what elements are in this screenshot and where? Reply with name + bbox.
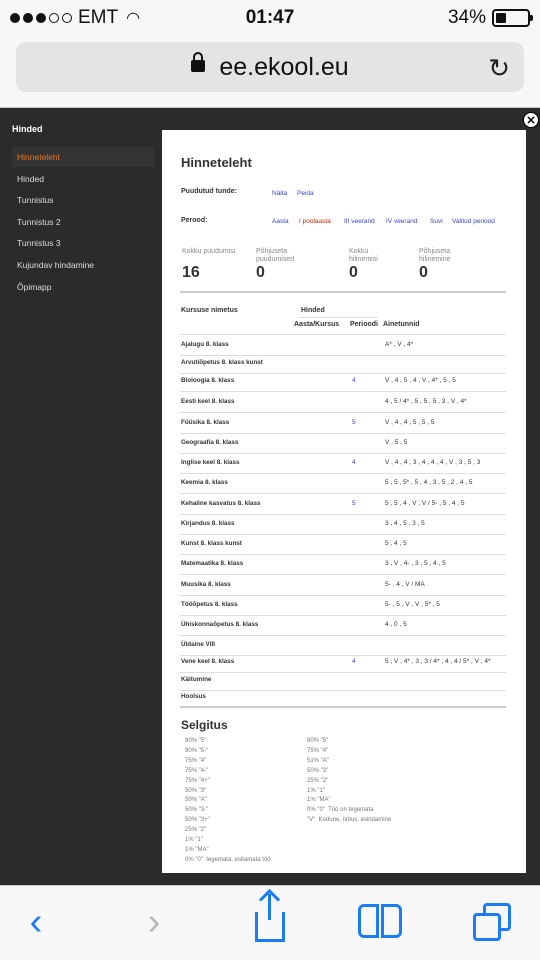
signal-icon: [10, 13, 72, 23]
menu-title: Hinded: [12, 124, 43, 134]
row-subject: Kehaline kasvatus 8. klass: [181, 500, 261, 507]
stat-label-late: Kokku hilinemisi: [349, 248, 378, 263]
period-link-custom[interactable]: Valitud periood: [452, 218, 495, 225]
period-link-q4[interactable]: IV veerand: [386, 218, 418, 225]
row-divider: [180, 493, 506, 494]
sidebar-item[interactable]: Tunnistus 3: [17, 238, 61, 249]
row-subject: Matemaatika 8. klass: [181, 560, 244, 567]
period-link-q3[interactable]: III veerand: [344, 218, 375, 225]
stat-value-absences: 16: [182, 264, 200, 281]
sidebar-item[interactable]: Õpimapp: [17, 281, 52, 292]
carrier-label: EMT: [78, 7, 119, 28]
row-subject: Füüsika 8. klass: [181, 419, 230, 426]
row-divider: [180, 453, 506, 454]
row-lesson-grades[interactable]: A* , V , 4*: [385, 341, 414, 348]
row-lesson-grades[interactable]: 5 , 4 , 5: [385, 540, 407, 547]
forward-icon[interactable]: ›: [147, 900, 161, 943]
row-divider: [180, 554, 506, 555]
row-lesson-grades[interactable]: 5- , 4 , V / MA: [385, 581, 425, 588]
col-course: Kursuse nimetus: [181, 307, 238, 314]
row-divider: [180, 355, 506, 356]
row-subject: Eesti keel 8. klass: [181, 398, 235, 405]
divider: [180, 291, 506, 293]
row-subject: Keemia 8. klass: [181, 479, 228, 486]
row-subject: Hoolsus: [181, 693, 206, 700]
browser-address-area: [0, 36, 540, 108]
address-bar[interactable]: [16, 42, 524, 92]
lock-icon: [191, 60, 205, 78]
browser-toolbar: [0, 885, 540, 960]
stat-value-unexcused-late: 0: [419, 264, 428, 281]
close-icon[interactable]: ✕: [523, 112, 539, 128]
sidebar-item[interactable]: Hinded: [17, 173, 44, 184]
stat-value-unexcused-absences: 0: [256, 264, 265, 281]
row-lesson-grades[interactable]: 3 , 4 , 5 , 3 , 5: [385, 520, 425, 527]
row-period-grade[interactable]: 4: [352, 658, 356, 665]
row-lesson-grades[interactable]: 5 , 5 , 4 , V , V / 5- , 5 , 4 , 5: [385, 500, 465, 507]
row-subject: Vene keel 8. klass: [181, 658, 235, 665]
row-divider: [180, 574, 506, 575]
row-divider: [180, 595, 506, 596]
bookmarks-icon[interactable]: [358, 900, 402, 944]
row-divider: [180, 433, 506, 434]
row-divider: [180, 672, 506, 673]
stat-label-absences: Kokku puudumisi: [182, 248, 236, 255]
period-link-summer[interactable]: Suvi: [430, 218, 443, 225]
row-subject: Kunst 8. klass kunst: [181, 540, 242, 547]
legend-right: 90% "5" 75% "4" 51% "A" 50% "3" 25% "2" 1% "1" 1% "MA" 0% "0" Töö on tegemata "V" Kodune, üritus, esindamine: [307, 738, 392, 824]
stat-label-unexcused-late: Põhjuseta hilinemine: [419, 248, 451, 263]
row-subject: Tööõpetus 8. klass: [181, 601, 238, 608]
row-subject: Arvutiõpetus 8. klass kunst: [181, 359, 263, 366]
row-subject: Ajalugu 8. klass: [181, 341, 229, 348]
row-divider: [180, 635, 506, 636]
col-year-course: Aasta/Kursus: [294, 321, 340, 328]
sidebar-item[interactable]: Tunnistus: [17, 195, 54, 206]
missed-label: Puudutud tunde:: [181, 188, 237, 195]
row-lesson-grades[interactable]: 4 , 0 , 5: [385, 621, 407, 628]
side-menu: [0, 108, 160, 885]
row-lesson-grades[interactable]: V , 4 , 4 , 3 , 4 , 4 , 4 , V , 3 , 5 , 3: [385, 459, 481, 466]
row-divider: [180, 412, 506, 413]
battery-percent: 34%: [447, 7, 486, 28]
sidebar-item[interactable]: Tunnistus 2: [17, 216, 61, 227]
row-period-grade[interactable]: 5: [352, 419, 356, 426]
page-title: Hinneteleht: [181, 155, 252, 170]
row-divider: [180, 473, 506, 474]
sidebar-item[interactable]: Kujundav hindamine: [17, 260, 95, 270]
row-lesson-grades[interactable]: 4 , 5 / 4* , 5 , 5 , 5 , 3 , V , 4*: [385, 398, 467, 405]
battery-icon: [492, 9, 530, 27]
row-period-grade[interactable]: 5: [352, 500, 356, 507]
row-period-grade[interactable]: 4: [352, 377, 356, 384]
row-subject: Käitumine: [181, 676, 212, 683]
wifi-icon: ◠: [126, 10, 141, 27]
row-subject: Kirjandus 8. klass: [181, 520, 235, 527]
share-icon[interactable]: [248, 900, 292, 944]
period-label: Perood:: [181, 217, 208, 224]
row-lesson-grades[interactable]: 5 , V , 4* , 3 , 3 / 4* , 4 , 4 / 5* , V , 4*: [385, 658, 491, 665]
row-period-grade[interactable]: 4: [352, 459, 356, 466]
row-subject: Muusika 8. klass: [181, 581, 231, 588]
row-subject: Inglise keel 8. klass: [181, 459, 240, 466]
row-lesson-grades[interactable]: V , 4 , 5 , 4 , V , 4* , 5 , 5: [385, 377, 456, 384]
clock: 01:47: [245, 7, 295, 28]
row-divider: [180, 373, 506, 374]
col-lessons: Ainetunnid: [383, 321, 420, 328]
show-link[interactable]: Näita: [272, 190, 288, 197]
period-link-year[interactable]: Aasta: [272, 218, 289, 225]
legend-left: 90% "5" 90% "5-" 75% "4" 75% "4-" 75% "4+" 50% "3" 50% "A" 50% "3-" 50% "3+" 25% "2" 1% "1" 1% "MA" 0% "0" tegemata, esitamata töö: [185, 738, 271, 863]
row-lesson-grades[interactable]: 5- , 5 , V , V , 5* , 5: [385, 601, 440, 608]
stat-value-late: 0: [349, 264, 358, 281]
row-divider: [180, 690, 506, 691]
status-bar: [0, 0, 540, 36]
grades-panel: [162, 130, 526, 873]
row-divider: [180, 391, 506, 392]
row-subject: Üldaine VIII: [181, 641, 215, 648]
row-subject: Bioloogia 8. klass: [181, 377, 235, 384]
legend-title: Selgitus: [181, 718, 228, 732]
sidebar-item[interactable]: Hinneteleht: [12, 147, 154, 167]
row-lesson-grades[interactable]: 5 , 5 , 5* , 5 , 4 , 3 , 5 , 2 , 4 , 5: [385, 479, 473, 486]
row-lesson-grades[interactable]: 3 , V , 4- , 3 , 5 , 4 , 5: [385, 560, 446, 567]
url-text: ee.ekool.eu: [219, 52, 349, 81]
row-divider: [180, 534, 506, 535]
back-icon[interactable]: ‹: [29, 900, 43, 943]
tabs-icon[interactable]: [470, 900, 514, 944]
row-subject: Ühiskonnaõpetus 8. klass: [181, 621, 259, 628]
stat-label-unexcused-absences: Põhjuseta puudumised: [256, 248, 295, 263]
row-lesson-grades[interactable]: V , 5 , 5: [385, 439, 408, 446]
col-grades: Hinded: [301, 307, 325, 314]
row-divider: [180, 514, 506, 515]
row-divider: [180, 615, 506, 616]
row-divider: [180, 655, 506, 656]
row-subject: Geograafia 8. klass: [181, 439, 239, 446]
row-lesson-grades[interactable]: V , 4 , 4 , 5 , 5 , 5: [385, 419, 435, 426]
reload-icon[interactable]: ↻: [488, 53, 510, 83]
period-link-half1[interactable]: I poolaasta: [299, 218, 331, 225]
hide-link[interactable]: Peida: [297, 190, 314, 197]
col-period: Perioodi: [350, 321, 379, 328]
